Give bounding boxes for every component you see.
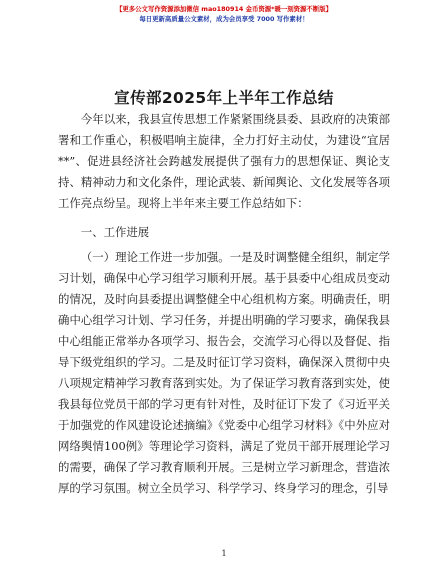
intro-paragraph: 今年以来，我县宣传思想工作紧紧围绕县委、县政府的决策部署和工作重心，积极唱响主旋律，全力打好主动仗，为建设“宜居**”、促进县经济社会跨越发展提供了强有力的思想保证、舆论支持、精神动力和文化条件，理论武装、新闻舆论、文化发展等各项工作亮点纷呈。现将上半年来主要工作总结如下：	[58, 112, 390, 210]
section-paragraph: （一）理论工作进一步加强。一是及时调整健全组织，制定学习计划，确保中心学习组学习顺利开展。基于县委中心组成员变动的情况，及时向县委提出调整健全中心组机构方案。明确责任，明确中心组学习计划、学习任务，并提出明确的学习要求，确保我县中心组能正常举办各项学习、报告会，交流学习心得以及督促、指导下级党组织的学习。二是及时征订学习资料，确保深入贯彻中央八项规定精神学习教育落到实处。为了保证学习教育落到实处，使我县每位党员干部的学习更有针对性，及时征订下发了《习近平关于加强党的作风建设论述摘编》《党委中心组学习材料》《中外应对网络舆情100例》等理论学习资料，满足了党员干部开展理论学习的需要，确保了学习教育顺利开展。三是树立学习新理念，营造浓厚的学习氛围。树立全员学习、科学学习、终身学习的理念，引导	[58, 250, 390, 495]
section-heading: 一、工作进展	[80, 225, 150, 239]
document-body	[58, 109, 390, 499]
promo-banner-line2: 每日更新高质量公文素材，成为会员享受 7000 写作素材！	[139, 15, 309, 23]
document-title: 宣传部2025年上半年工作总结	[114, 89, 334, 107]
page-number: 1	[221, 549, 227, 558]
promo-banner-line1: 【更多公文写作资源添加微信 mao180914 金币资源*暖一刻资源不断版】	[116, 5, 332, 13]
promo-banner	[0, 4, 448, 24]
